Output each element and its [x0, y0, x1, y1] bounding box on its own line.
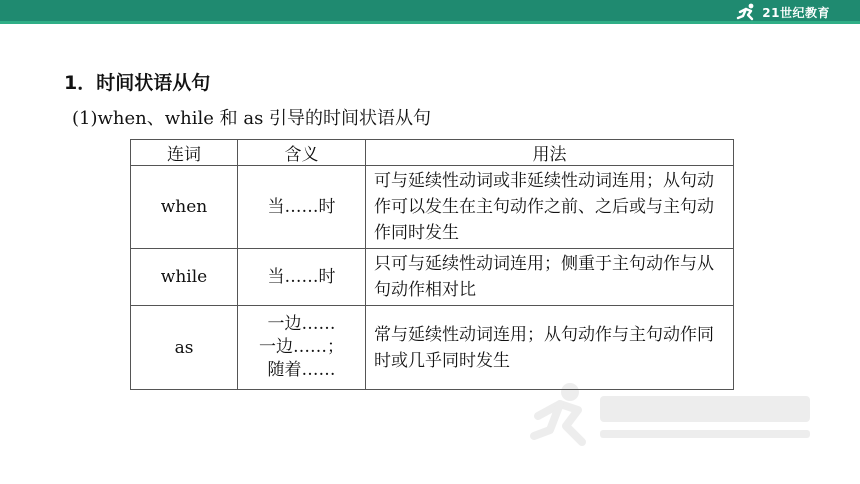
meaning-line: 一边……；	[259, 337, 344, 357]
watermark-logo-icon	[530, 378, 820, 448]
cell-usage: 只可与延续性动词连用；侧重于主句动作与从句动作相对比	[366, 249, 734, 306]
section-heading: 1．时间状语从句	[64, 72, 211, 94]
top-bar-stripe	[0, 21, 860, 24]
meaning-line: 当……时	[267, 196, 336, 217]
sub-heading: (1)when、while 和 as 引导的时间状语从句	[72, 108, 432, 129]
table-row	[131, 249, 734, 306]
cell-meaning	[238, 249, 366, 306]
brand-logo-text: 21世纪教育	[762, 5, 830, 20]
cell-meaning	[238, 306, 366, 390]
table-row	[131, 306, 734, 390]
cell-word: as	[131, 306, 238, 390]
meaning-line: 一边……	[267, 314, 336, 334]
top-bar	[0, 0, 860, 24]
cell-word: when	[131, 166, 238, 249]
meaning-line: 当……时	[267, 266, 336, 287]
header-meaning: 含义	[238, 140, 366, 166]
cell-usage: 可与延续性动词或非延续性动词连用；从句动作可以发生在主句动作之前、之后或与主句动作同时发生	[366, 166, 734, 249]
table-row	[131, 166, 734, 249]
conjunction-usage-table	[130, 139, 734, 390]
cell-meaning	[238, 166, 366, 249]
header-conjunction: 连词	[131, 140, 238, 166]
header-usage: 用法	[366, 140, 734, 166]
brand-logo	[736, 2, 830, 22]
table-header-row	[131, 140, 734, 166]
runner-icon	[736, 3, 758, 21]
cell-usage: 常与延续性动词连用；从句动作与主句动作同时或几乎同时发生	[366, 306, 734, 390]
cell-word: while	[131, 249, 238, 306]
meaning-line: 随着……	[267, 360, 336, 380]
